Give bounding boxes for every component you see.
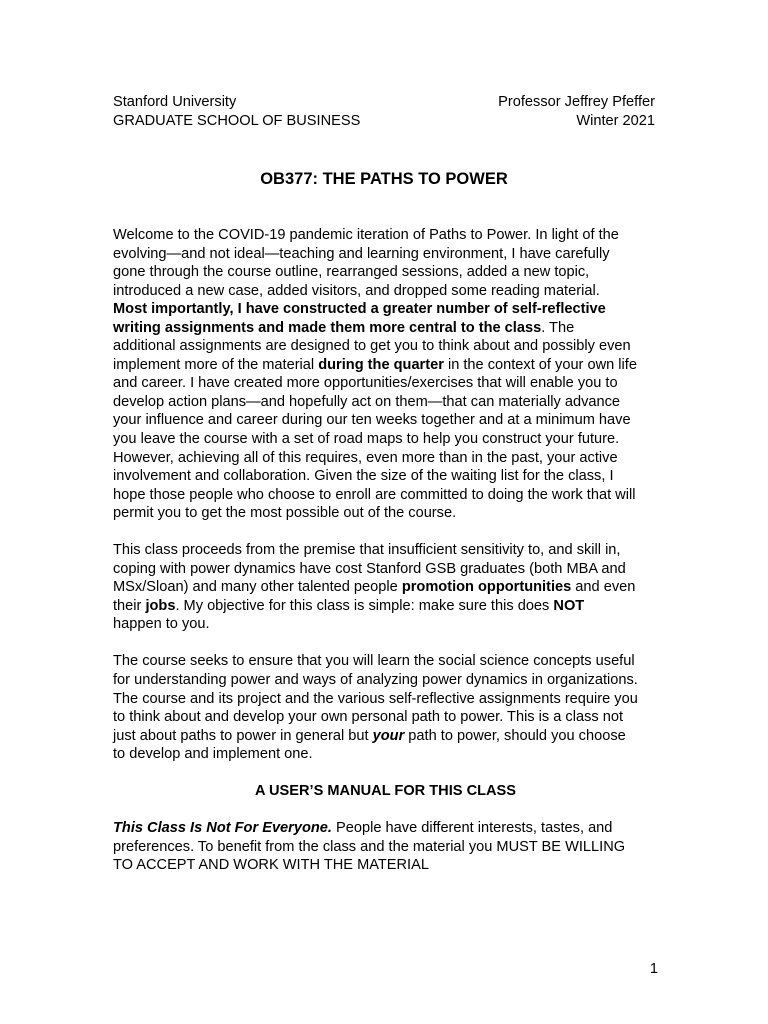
paragraph-not-for-everyone	[113, 819, 658, 875]
text-run: . The	[541, 319, 575, 336]
page-header	[113, 93, 655, 131]
text-run: and even	[571, 579, 636, 596]
text-line: evolving—and not ideal—teaching and learning environment, I have carefully	[113, 245, 610, 262]
bold-italic-text: your	[372, 727, 405, 744]
text-line	[113, 356, 658, 375]
text-line: your influence and career during our ten weeks together and at a minimum have	[113, 412, 631, 429]
text-line: permit you to get the most possible out of the course.	[113, 505, 457, 522]
text-line	[113, 597, 658, 616]
bold-text: Most importantly, I have constructed a greater number of self-reflective	[113, 301, 606, 318]
text-line: happen to you.	[113, 616, 210, 633]
text-line	[113, 727, 658, 746]
text-run: People have different interests, tastes, and	[331, 820, 613, 837]
page-number: 1	[649, 961, 658, 977]
text-run: just about paths to power in general but	[113, 727, 373, 744]
text-line: TO ACCEPT AND WORK WITH THE MATERIAL	[113, 857, 429, 874]
bold-italic-text: This Class Is Not For Everyone.	[113, 820, 332, 837]
text-line	[113, 819, 658, 838]
paragraph-welcome	[113, 226, 658, 523]
text-line: hope those people who choose to enroll are committed to doing the work that will	[113, 486, 636, 503]
text-line	[113, 319, 658, 338]
text-line: to develop and implement one.	[113, 746, 313, 763]
text-line: and career. I have created more opportunities/exercises that will enable you to	[113, 375, 618, 392]
header-row-2	[113, 112, 655, 131]
school-name: GRADUATE SCHOOL OF BUSINESS	[113, 113, 361, 129]
text-line: Welcome to the COVID-19 pandemic iteration of Paths to Power. In light of the	[113, 227, 619, 243]
text-line: for understanding power and ways of analyzing power dynamics in organizations.	[113, 672, 638, 689]
text-line	[113, 300, 658, 319]
text-line: This class proceeds from the premise that insufficient sensitivity to, and skill in,	[113, 542, 621, 559]
text-line: to think about and develop your own personal path to power. This is a class not	[113, 709, 624, 726]
text-line: preferences. To benefit from the class and the material you MUST BE WILLING	[113, 838, 626, 855]
text-line: additional assignments are designed to get you to think about and possibly even	[113, 338, 631, 355]
text-run: MSx/Sloan) and many other talented people	[113, 579, 402, 596]
text-line	[113, 578, 658, 597]
text-line: The course and its project and the various self-reflective assignments require you	[113, 690, 638, 707]
paragraph-objectives	[113, 652, 658, 763]
text-line: The course seeks to ensure that you will learn the social science concepts useful	[113, 653, 635, 670]
text-line: develop action plans—and hopefully act on them—that can materially advance	[113, 393, 621, 410]
bold-text: during the quarter	[318, 356, 444, 373]
text-run: implement more of the material	[113, 356, 319, 373]
bold-text: NOT	[553, 597, 585, 614]
text-line: However, achieving all of this requires, even more than in the past, your active	[113, 449, 618, 466]
text-run: in the context of your own life	[443, 356, 637, 373]
header-row-1	[113, 93, 655, 112]
university-name: Stanford University	[113, 94, 237, 110]
text-run: . My objective for this class is simple: make sure this does	[175, 597, 554, 614]
bold-text: jobs	[145, 597, 176, 614]
text-line: introduced a new case, added visitors, and dropped some reading material.	[113, 282, 600, 299]
term: Winter 2021	[576, 113, 655, 129]
section-heading: A USER’S MANUAL FOR THIS CLASS	[254, 783, 517, 800]
text-run: their	[113, 597, 146, 614]
text-line: you leave the course with a set of road maps to help you construct your future.	[113, 431, 620, 448]
paragraph-premise	[113, 541, 658, 634]
course-title: OB377: THE PATHS TO POWER	[260, 170, 508, 188]
professor-name: Professor Jeffrey Pfeffer	[498, 94, 655, 110]
bold-text: writing assignments and made them more central to the class	[113, 319, 542, 336]
text-line: gone through the course outline, rearranged sessions, added a new topic,	[113, 264, 590, 281]
bold-text: promotion opportunities	[401, 579, 572, 596]
text-line: coping with power dynamics have cost Stanford GSB graduates (both MBA and	[113, 560, 626, 577]
document-body	[113, 226, 658, 875]
text-line: involvement and collaboration. Given the size of the waiting list for the class, I	[113, 468, 614, 485]
text-run: path to power, should you choose	[404, 727, 626, 744]
